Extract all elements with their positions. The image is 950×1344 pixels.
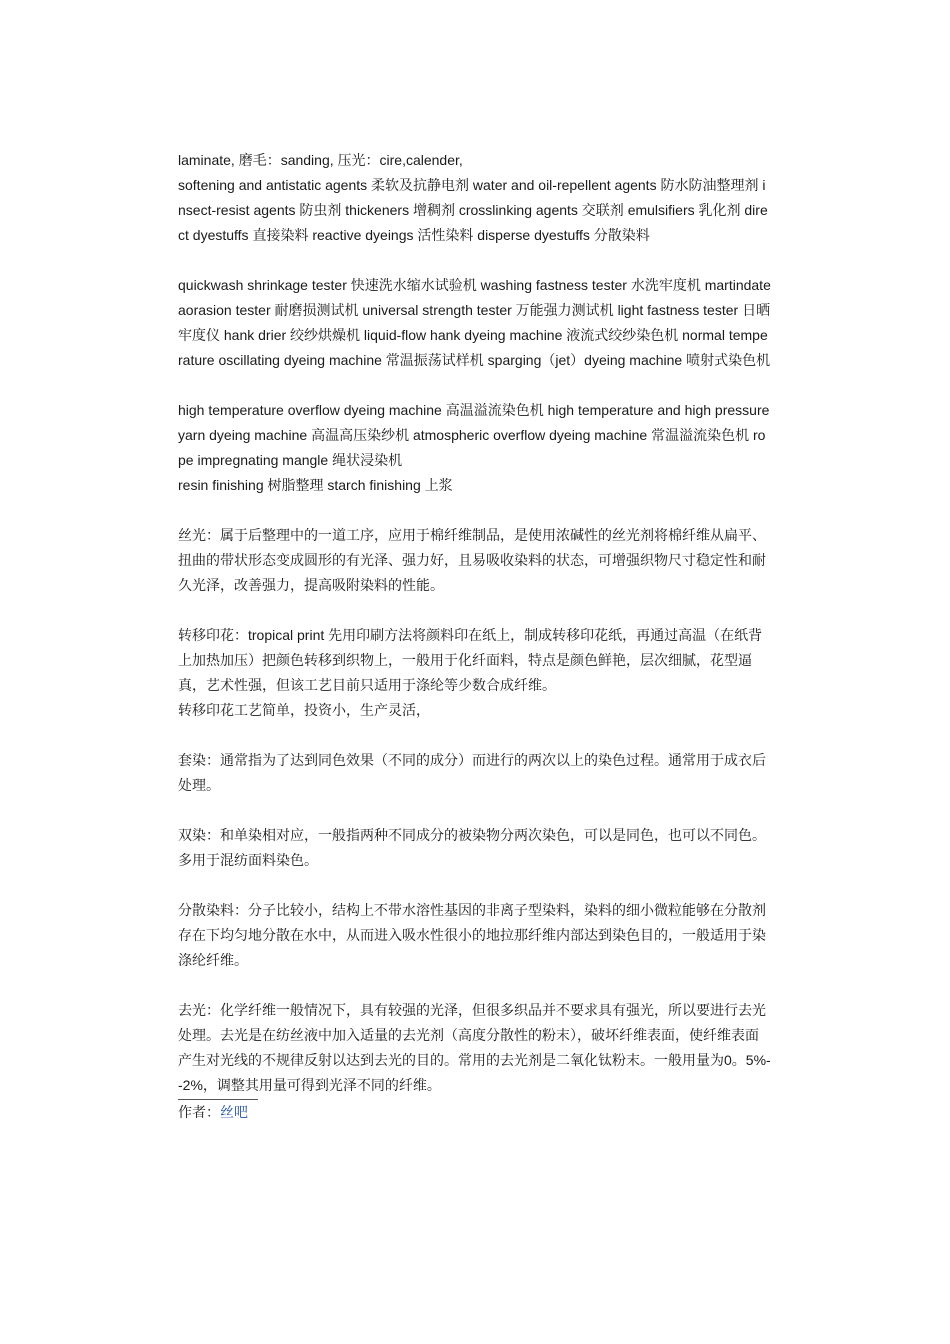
line-transfer-print-2: 转移印花工艺简单，投资小，生产灵活， — [178, 702, 430, 718]
paragraph-gap — [178, 498, 772, 523]
paragraph-gap — [178, 873, 772, 898]
paragraph-gap — [178, 723, 772, 748]
paragraph-transfer-print: 转移印花：tropical print 先用印刷方法将颜料印在纸上，制成转移印花纸，再通过高温（在纸背上加热加压）把颜色转移到织物上，一般用于化纤面料，特点是颜色鲜艳，层次细腻，花型逼真，艺术性强，但该工艺目前只适用于涤纶等少数合成纤维。 — [178, 627, 763, 693]
paragraph-testers: quickwash shrinkage tester 快速洗水缩水试验机 washing fastness tester 水洗牢度机 martindate aorasion tester 耐磨损测试机 universal strength tester 万能强力测试机 light fastness tester 日晒牢度仪 hank drier 绞纱烘燥机 liquid-flow hank dyeing machine 液流式绞纱染色机 normal temperature oscillating dyeing machine 常温振荡试样机 sparging（jet）dyeing machine 喷射式染色机 — [178, 277, 771, 368]
paragraph-delustre: 去光：化学纤维一般情况下，具有较强的光泽，但很多织品并不要求具有强光，所以要进行去光处理。去光是在纺丝液中加入适量的去光剂（高度分散性的粉末），破坏纤维表面，使纤维表面产生对光线的不规律反射以达到去光的目的。常用的去光剂是二氧化钛粉末。一般用量为0。5%--2%，调整其用量可得到光泽不同的纤维。 — [178, 1002, 771, 1093]
author-link[interactable]: 丝吧 — [220, 1104, 248, 1120]
author-line — [178, 1100, 772, 1125]
paragraph-gap — [178, 373, 772, 398]
author-label: 作者： — [178, 1104, 220, 1120]
line-laminate: laminate, 磨毛：sanding, 压光：cire,calender, — [178, 152, 463, 168]
paragraph-double-dye: 双染：和单染相对应，一般指两种不同成分的被染物分两次染色，可以是同色，也可以不同色。多用于混纺面料染色。 — [178, 827, 766, 868]
document-body — [178, 148, 772, 1125]
paragraph-disperse-dye: 分散染料：分子比较小，结构上不带水溶性基因的非离子型染料，染料的细小微粒能够在分散剂存在下均匀地分散在水中，从而进入吸水性很小的地拉那纤维内部达到染色目的，一般适用于染涤纶纤维。 — [178, 902, 766, 968]
paragraph-agents: softening and antistatic agents 柔软及抗静电剂 water and oil-repellent agents 防水防油整理剂 insect-resist agents 防虫剂 thickeners 增稠剂 crosslinking agents 交联剂 emulsifiers 乳化剂 direct dyestuffs 直接染料 reactive dyeings 活性染料 disperse dyestuffs 分散染料 — [178, 177, 768, 243]
paragraph-gap — [178, 248, 772, 273]
paragraph-gap — [178, 973, 772, 998]
line-finishing: resin finishing 树脂整理 starch finishing 上浆 — [178, 477, 453, 493]
paragraph-gap — [178, 598, 772, 623]
paragraph-mercerize: 丝光：属于后整理中的一道工序，应用于棉纤维制品，是使用浓碱性的丝光剂将棉纤维从扁平、扭曲的带状形态变成圆形的有光泽、强力好，且易吸收染料的状态，可增强织物尺寸稳定性和耐久光泽，改善强力，提高吸附染料的性能。 — [178, 527, 766, 593]
paragraph-gap — [178, 798, 772, 823]
paragraph-machines: high temperature overflow dyeing machine 高温溢流染色机 high temperature and high pressure yarn dyeing machine 高温高压染纱机 atmospheric overflow dyeing machine 常温溢流染色机 rope impregnating mangle 绳状浸染机 — [178, 402, 770, 468]
paragraph-overdye: 套染：通常指为了达到同色效果（不同的成分）而进行的两次以上的染色过程。通常用于成衣后处理。 — [178, 752, 766, 793]
